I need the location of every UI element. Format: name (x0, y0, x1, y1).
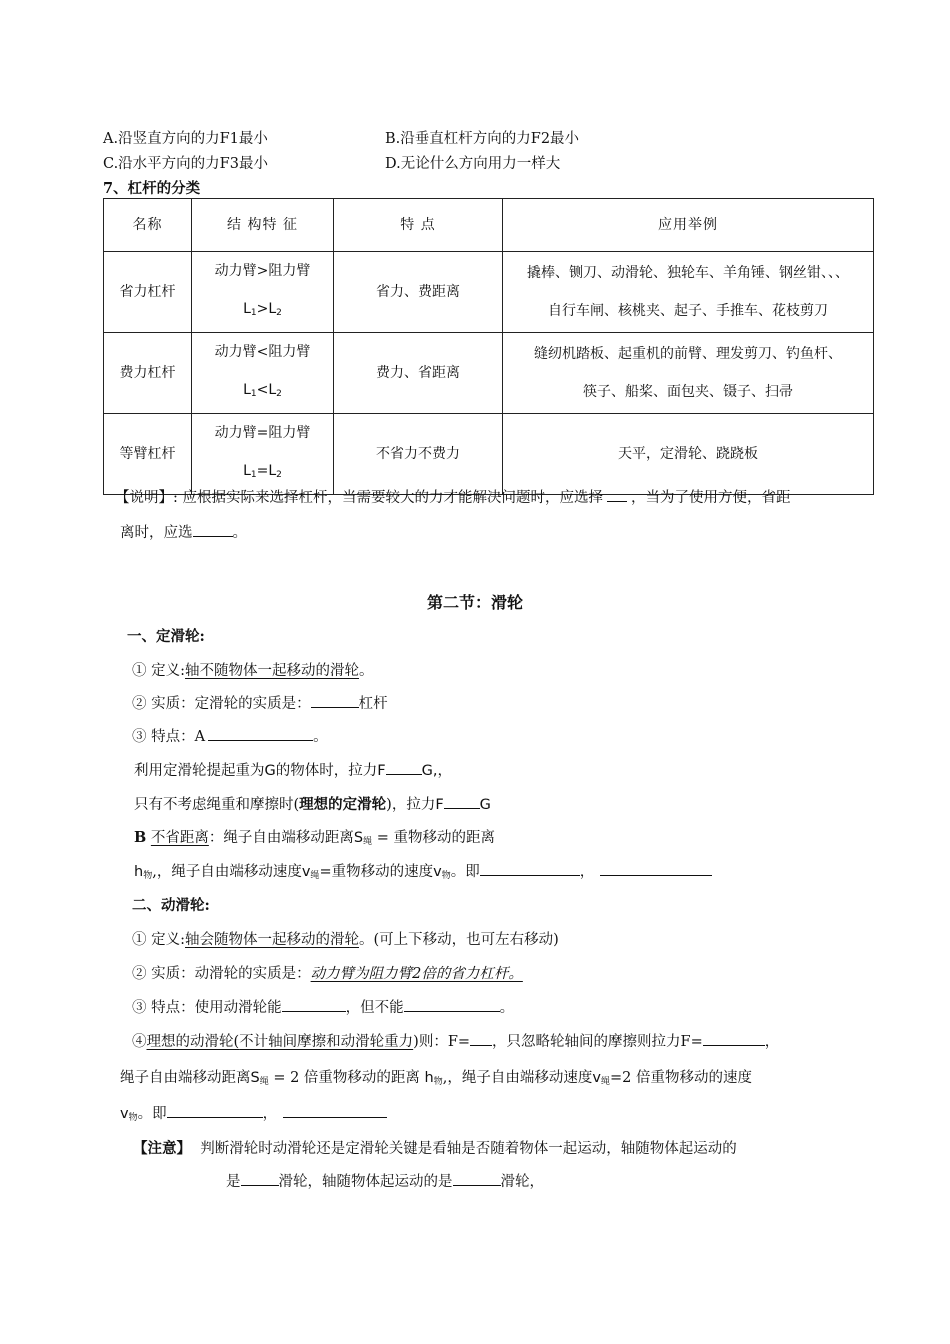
option-b: B.沿垂直杠杆方向的力F2最小 (385, 131, 580, 147)
row-feature: 省力、费距离 (334, 252, 503, 333)
row-examples: 天平，定滑轮、跷跷板 (503, 414, 874, 495)
table-header-row (104, 199, 874, 252)
table-row (104, 414, 874, 495)
lever-section-title: 7、杠杆的分类 (103, 180, 201, 197)
structure-formula: $L_1=L_2$ (243, 463, 282, 480)
fixed-essence: ② 实质：定滑轮的实质是： 杠杆 (132, 692, 388, 713)
lever-classification-table (103, 198, 874, 495)
movable-ideal: ④理想的动滑轮(不计轴间摩擦和动滑轮重力)则：F= ，只忽略轮轴间的摩擦则拉力F= ， (132, 1030, 779, 1051)
fixed-line-c: B 不省距离：绳子自由端移动距离$S_绳$ = 重物移动的距离 (134, 829, 495, 847)
attention-line-2: 是 滑轮，轴随物体起运动的是 滑轮， (226, 1170, 544, 1191)
row-feature: 费力、省距离 (334, 333, 503, 414)
option-a: A.沿竖直方向的力F1最小 (103, 131, 268, 147)
row-examples: 缝纫机踏板、起重机的前臂、理发剪刀、钓鱼杆、 筷子、船桨、面包夹、镊子、扫帚 (503, 333, 874, 414)
row-structure (192, 414, 334, 495)
structure-text: 动力臂<阻力臂 (214, 344, 311, 360)
movable-feature: ③ 特点：使用动滑轮能 ，但不能 。 (132, 996, 514, 1017)
row-examples: 撬棒、铡刀、动滑轮、独轮车、羊角锤、钢丝钳、、、 自行车闸、核桃夹、起子、手推车、花枝剪刀 (503, 252, 874, 333)
fixed-definition: ① 定义:轴不随物体一起移动的滑轮。 (132, 663, 374, 679)
option-d: D.无论什么方向用力一样大 (385, 156, 561, 172)
note-line-2: 离时，应选 。 (120, 521, 247, 542)
row-name: 费力杠杆 (104, 333, 192, 414)
fixed-line-b: 只有不考虑绳重和摩擦时(理想的定滑轮)，拉力F G (134, 796, 491, 813)
header-name: 名称 (104, 199, 192, 252)
structure-formula: $L_1<L_2$ (243, 382, 282, 399)
attention-line-1: 【注意】 判断滑轮时动滑轮还是定滑轮关键是看轴是否随着物体一起运动，轴随物体起运动的 (133, 1140, 737, 1157)
header-feature: 特 点 (334, 199, 503, 252)
option-c: C.沿水平方向的力F3最小 (103, 156, 268, 172)
movable-essence: ② 实质：动滑轮的实质是：动力臂为阻力臂2倍的省力杠杆。 (132, 966, 523, 982)
fixed-pulley-heading: 一、定滑轮: (127, 628, 205, 645)
movable-line-2: 绳子自由端移动距离$S_绳 = 2$ 倍重物移动的距离 $h_物$,，绳子自由端移动速度$v_绳=2$ 倍重物移动的速度 (120, 1070, 752, 1087)
row-structure (192, 252, 334, 333)
header-examples: 应用举例 (503, 199, 874, 252)
row-feature: 不省力不费力 (334, 414, 503, 495)
movable-line-3: $v_物$。即 ， (120, 1102, 387, 1123)
fixed-line-a: 利用定滑轮提起重为G的物体时，拉力F G,， (134, 759, 452, 780)
movable-definition: ① 定义:轴会随物体一起移动的滑轮。(可上下移动，也可左右移动) (132, 932, 559, 948)
header-structure: 结 构特 征 (192, 199, 334, 252)
row-name: 等臂杠杆 (104, 414, 192, 495)
fixed-feature: ③ 特点：A 。 (132, 725, 328, 746)
table-row (104, 252, 874, 333)
row-structure (192, 333, 334, 414)
movable-pulley-heading: 二、动滑轮: (132, 897, 210, 914)
fixed-line-d: $h_物$,，绳子自由端移动速度$v_绳=$重物移动的速度$v_物$。即 ， (134, 860, 712, 881)
section-title: 第二节：滑轮 (426, 593, 523, 612)
row-name: 省力杠杆 (104, 252, 192, 333)
structure-formula: $L_1>L_2$ (243, 301, 282, 318)
table-row (104, 333, 874, 414)
structure-text: 动力臂=阻力臂 (214, 425, 311, 441)
note-line-1: 【说明】: 应根据实际来选择杠杆，当需要较大的力才能解决问题时，应选择 ，当为了使用方便，省距 (115, 486, 791, 507)
structure-text: 动力臂>阻力臂 (214, 263, 311, 279)
